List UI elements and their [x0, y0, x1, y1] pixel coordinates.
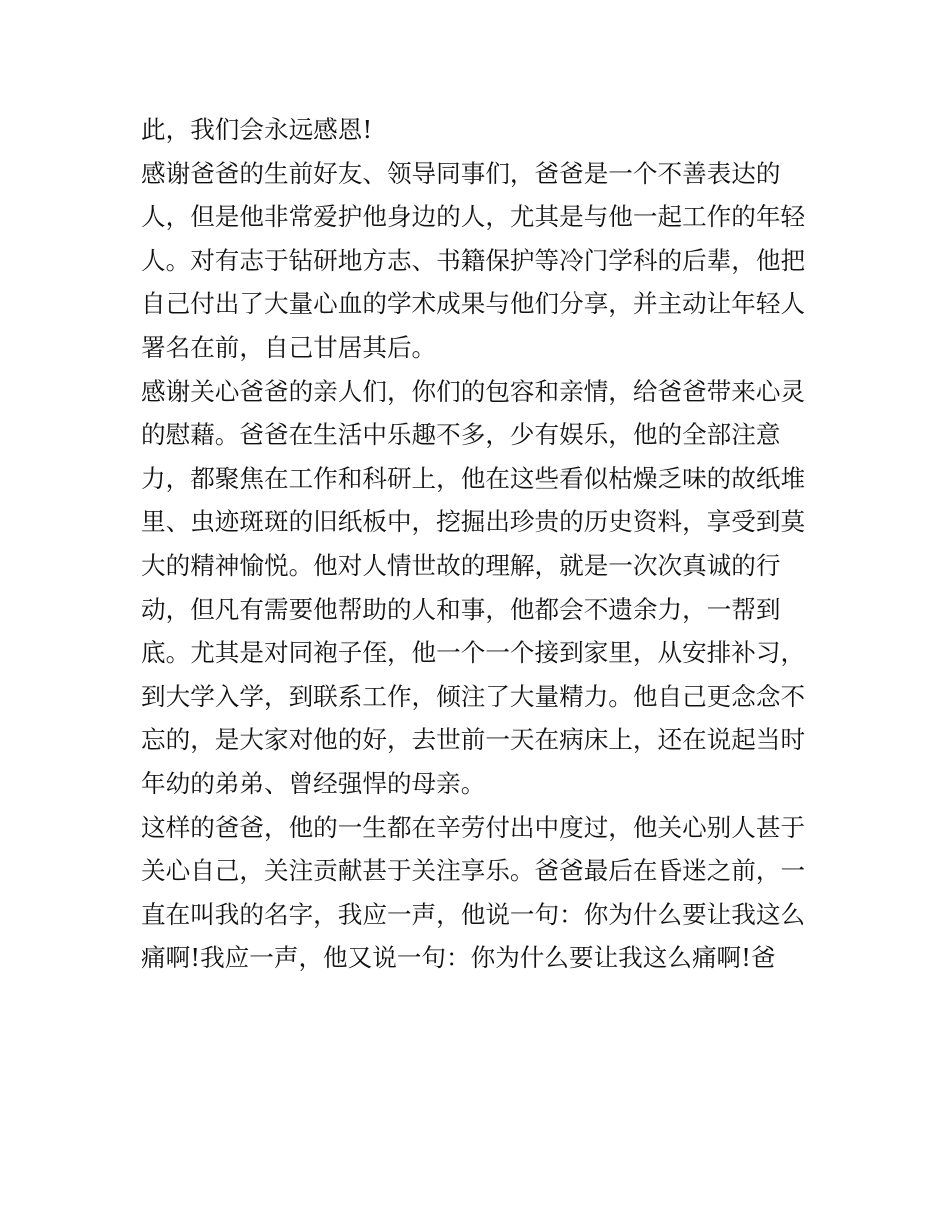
document-body: [141, 108, 813, 980]
text-line: 直在叫我的名字，我应一声，他说一句：你为什么要让我这么: [141, 899, 806, 929]
text-line: 感谢爸爸的生前好友、领导同事们，爸爸是一个不善表达的: [141, 158, 781, 188]
text-line: 大的精神愉悦。他对人情世故的理解，就是一次次真诚的行: [141, 550, 781, 580]
text-line: 自己付出了大量心血的学术成果与他们分享，并主动让年轻人: [141, 289, 806, 319]
text-line: 此，我们会永远感恩!: [141, 115, 373, 144]
paragraph-2: [141, 152, 813, 370]
paragraph-3: [141, 370, 813, 806]
paragraph-1: [141, 108, 813, 152]
text-line: 忘的，是大家对他的好，去世前一天在病床上，还在说起当时: [141, 725, 806, 755]
text-line: 到大学入学，到联系工作，倾注了大量精力。他自己更念念不: [141, 681, 806, 711]
text-line: 这样的爸爸，他的一生都在辛劳付出中度过，他关心别人甚于: [141, 812, 806, 842]
text-line: 感谢关心爸爸的亲人们，你们的包容和亲情，给爸爸带来心灵: [141, 376, 806, 406]
text-line: 的慰藉。爸爸在生活中乐趣不多，少有娱乐，他的全部注意: [141, 420, 781, 450]
text-line: 里、虫迹斑斑的旧纸板中，挖掘出珍贵的历史资料，享受到莫: [141, 507, 806, 537]
text-line: 底。尤其是对同袍子侄，他一个一个接到家里，从安排补习，: [141, 638, 806, 668]
text-line: 痛啊!我应一声，他又说一句：你为什么要让我这么痛啊!爸: [141, 943, 776, 973]
text-line: 年幼的弟弟、曾经强悍的母亲。: [141, 768, 486, 798]
text-line: 人。对有志于钻研地方志、书籍保护等冷门学科的后辈，他把: [141, 245, 806, 275]
text-line: 人，但是他非常爱护他身边的人，尤其是与他一起工作的年轻: [141, 202, 806, 232]
text-line: 署名在前，自己甘居其后。: [141, 332, 437, 362]
paragraph-4: [141, 806, 813, 980]
text-line: 关心自己，关注贡献甚于关注享乐。爸爸最后在昏迷之前，一: [141, 856, 806, 886]
text-line: 动，但凡有需要他帮助的人和事，他都会不遗余力，一帮到: [141, 594, 781, 624]
text-line: 力，都聚焦在工作和科研上，他在这些看似枯燥乏味的故纸堆: [141, 463, 806, 493]
